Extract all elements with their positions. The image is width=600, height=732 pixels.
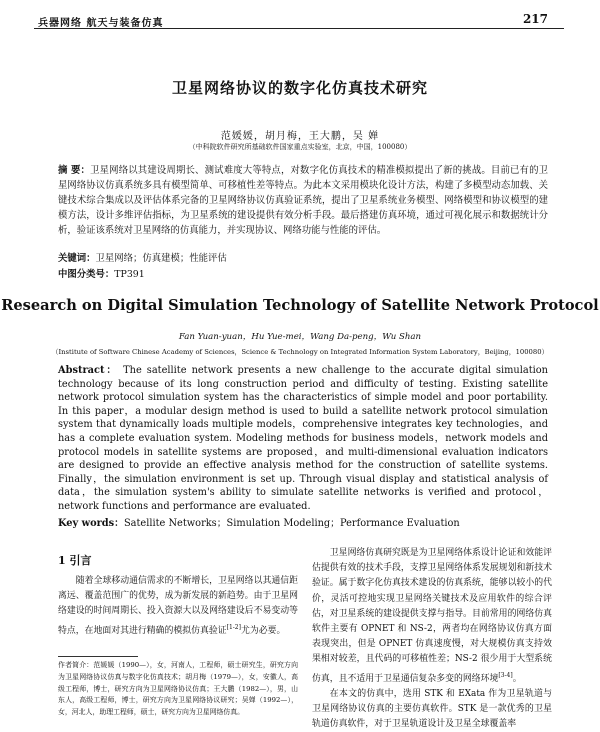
classification-label: 中图分类号：: [58, 269, 115, 280]
chinese-keywords-label: 关键词：: [58, 253, 96, 264]
citation-3-4: [3-4]: [498, 671, 513, 679]
left-column: [58, 574, 298, 639]
chinese-abstract: [58, 163, 548, 238]
header-rule: [34, 28, 564, 29]
english-keywords-text: Satellite Networks；Simulation Modeling；Performance Evaluation: [123, 518, 460, 529]
section-heading: 1 引言: [58, 554, 92, 567]
english-abstract: [58, 364, 548, 514]
right-column: [312, 546, 552, 732]
author-footnote: 作者简介：范媛媛（1990—），女，河南人，工程师，硕士研究生，研究方向为卫星网络协议仿真与数字化仿真技术；胡月梅（1979—），女，安徽人，高级工程师，博士，研究方向为卫星网络协议仿真；王大鹏（1982—），男，山东人，高级工程师，博士，研究方向为卫星网络协议研究；吴婵（1992—），女，河北人，助理工程师，硕士，研究方向为卫星网络仿真。: [58, 661, 298, 717]
english-abstract-label: Abstract：: [58, 365, 119, 376]
chinese-abstract-label: 摘 要：: [58, 165, 91, 176]
intro-tail: 尤为必要。: [240, 625, 286, 636]
right-tail-1: 。: [512, 673, 522, 684]
english-authors: Fan Yuan-yuan，Hu Yue-mei，Wang Da-peng，Wu Shan: [178, 332, 422, 342]
running-header: 兵器网络 航天与装备仿真: [38, 18, 164, 29]
english-keywords: [58, 515, 548, 529]
chinese-title: 卫星网络协议的数字化仿真技术研究: [171, 79, 428, 97]
english-keywords-label: Key words：: [58, 518, 124, 529]
english-abstract-text: The satellite network presents a new challenge to the accurate digital simulation technology because of its long construction period and difficulty of testing. Existing satellite network protocol simulation system has the characteristics of simple model and poor portability. In this paper，a modular design method is used to build a satellite network protocol simulation system that dynamically loads multiple models，comprehensive integrates key technologies，and has a complete evaluation system. Modeling methods for business models，network models and protocol models in satellite systems are proposed，and multi-dimensional evaluation indicators are designed to provide an effective analysis method for the construction of satellite systems. Finally，the simulation environment is set up. Through visual display and statistical analysis of data，the simulation system's ability to simulate satellite networks is verified and protocol，network functions and performance are evaluated.: [58, 365, 548, 512]
intro-text: 随着全球移动通信需求的不断增长，卫星网络以其通信距离远、覆盖范围广的优势，成为新发展的新趋势。由于卫星网络建设的时间周期长、投入资源大以及网络建设后不易变动等特点，在地面对其进行精确的模拟仿真验证: [58, 576, 298, 636]
chinese-authors: 范媛媛，胡月梅，王大鹏，吴 婵: [220, 131, 380, 142]
right-paragraph-2: 在本文的仿真中，选用 STK 和 EXata 作为卫星轨道与卫星网络协议仿真的主要仿真软件。STK 是一款优秀的卫星轨道仿真软件，对于卫星轨道设计及卫星全球覆盖率: [312, 688, 552, 730]
chinese-abstract-text: 卫星网络以其建设周期长、测试难度大等特点，对数字化仿真技术的精准模拟提出了新的挑战。目前已有的卫星网络协议仿真系统多具有模型简单、可移植性差等特点。为此本文采用模块化设计方法，构建了多模型动态加载、关键技术综合集成以及评估体系完备的卫星网络协议仿真验证系统，提出了卫星系统业务模型、网络模型和协议模型的建模方法，设计多维评估指标，为卫星系统的建设提供有效分析手段。最后搭建仿真环境，通过可视化展示和数据统计分析，验证该系统对卫星网络的仿真能力，并实现协议、网络功能与性能的评估。: [58, 165, 549, 236]
chinese-affiliation: （中科院软件研究所基础软件国家重点实验室，北京，中国，100080）: [188, 143, 412, 151]
page-number: 217: [522, 12, 548, 26]
english-affiliation: （Institute of Software Chinese Academy of Sciences，Science & Technology on Integrated Information System Laboratory，Beijing，100080）: [51, 348, 549, 356]
right-text-1: 卫星网络仿真研究既是为卫星网络体系设计论证和效能评估提供有效的技术手段，支撑卫星网络体系发展规划和新技术验证。属于数字化仿真技术建设的仿真系统，能够以较小的代价，灵活可控地实现卫星网络关键技术及应用软件的综合评估，对卫星系统的建设提供支撑与指导。目前常用的网络仿真软件主要有 OPNET 和 NS-2，两者均在网络协议仿真方面表现突出，但是 OPNET 仿真速度慢，对大规模仿真支持效果相对较差，且代码的可移植性差；NS-2 很少用于大型系统仿真，且不适用于卫星通信复杂多变的网络环境: [312, 548, 552, 684]
right-paragraph-1: [312, 546, 552, 687]
chinese-keywords-text: 卫星网络；仿真建模；性能评估: [95, 253, 227, 264]
english-title: Research on Digital Simulation Technology of Satellite Network Protocol: [1, 297, 599, 314]
classification-number: [58, 266, 548, 280]
classification-value: TP391: [114, 269, 145, 280]
chinese-keywords: [58, 250, 548, 264]
citation-1-2: [1-2]: [226, 623, 241, 631]
footnote-rule: [58, 656, 138, 657]
intro-paragraph: [58, 574, 298, 639]
